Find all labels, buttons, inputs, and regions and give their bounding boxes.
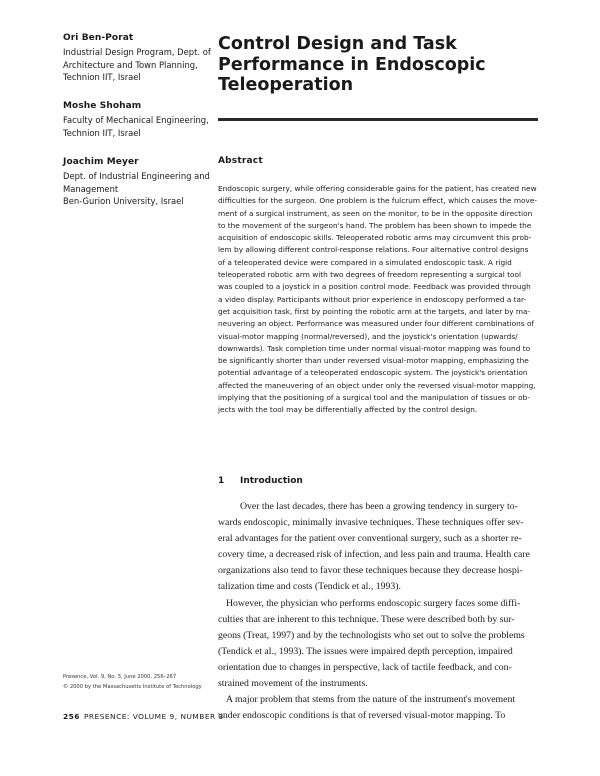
abstract-line: of a teleoperated device were compared in a simulated endoscopic task. A rigid (218, 257, 512, 267)
abstract-line: teleoperated robotic arm with two degrees of freedom representing a surgical tool (218, 270, 521, 280)
author-block-3 (63, 156, 213, 208)
author-name: Moshe Shoham (63, 101, 142, 111)
abstract-line: difficulties for the surgeon. One problem is the fulcrum effect, which causes the move- (218, 196, 538, 206)
title-line: Teleoperation (218, 75, 354, 95)
body-line: organizations also tend to favor these techniques because they decrease hospi- (218, 565, 523, 577)
body-line: strained movement of the instruments. (218, 678, 368, 690)
abstract-line: lem by allowing different control-response relations. Four alternative control designs (218, 245, 529, 255)
abstract-body (218, 183, 538, 417)
abstract-line: ment of a surgical instrument, as seen on the monitor, to be in the opposite direction (218, 208, 533, 218)
body-line: Over the last decades, there has been a growing tendency in surgery to- (240, 501, 518, 512)
paper-title (218, 34, 548, 96)
abstract-line: visual-motor mapping (normal/reversed), and the joystick's orientation (upwards/ (218, 331, 518, 341)
abstract-line: downwards). Task completion time under normal visual-motor mapping was found to (218, 343, 531, 353)
affiliation-line: Ben-Gurion University, Israel (63, 196, 184, 207)
affiliation-line: Architecture and Town Planning, (63, 59, 198, 70)
abstract-line: jects with the tool may be differentially affected by the control design. (218, 405, 478, 415)
body-line: A major problem that stems from the nature of the instrument's movement (226, 694, 516, 706)
section-title: Introduction (240, 476, 303, 486)
abstract-line: implying that the positioning of a surgical tool and the manipulation of tissues or ob- (218, 393, 530, 403)
publication-footnote (63, 672, 213, 692)
affiliation-line: Technion IIT, Israel (63, 72, 141, 83)
author-block-2 (63, 100, 213, 139)
affiliation-line: Industrial Design Program, Dept. of (63, 47, 211, 58)
author-block-1 (63, 32, 213, 84)
abstract-line: affected the maneuvering of an object under only the reversed visual-motor mapping, (218, 380, 536, 390)
abstract-line: be significantly shorter than under reversed visual-motor mapping, emphasizing the (218, 356, 529, 366)
body-line: culties that are inherent to this technique. These were described both by sur- (218, 613, 515, 625)
body-line: orientation due to changes in perspective, lack of tactile feedback, and con- (218, 661, 512, 673)
abstract-line: neuvering an object. Performance was measured under four different combinations of (218, 319, 535, 329)
page-footer (63, 712, 224, 721)
journal-running-head: PRESENCE: VOLUME 9, NUMBER 3 (83, 712, 224, 721)
affiliation-line: Management (63, 183, 119, 194)
body-line: wards endoscopic, minimally invasive techniques. These techniques offer sev- (218, 517, 524, 529)
body-line: covery time, a decreased risk of infection, and less pain and trauma. Health care (218, 549, 530, 561)
affiliation-line: Dept. of Industrial Engineering and (63, 171, 210, 182)
author-name: Ori Ben-Porat (63, 33, 134, 43)
author-name: Joachim Meyer (63, 157, 139, 167)
footnote-copyright: © 2000 by the Massachusetts Institute of Technology (63, 684, 202, 691)
body-line: geons (Treat, 1997) and by the technologists who set out to solve the problems (218, 629, 525, 641)
abstract-line: was coupled to a joystick in a position control mode. Feedback was provided through (218, 282, 531, 292)
affiliation-line: Faculty of Mechanical Engineering, (63, 115, 209, 126)
body-line: eral advantages for the patient over conventional surgery, such as a shorter re- (218, 533, 522, 545)
section-heading-introduction (218, 476, 303, 486)
abstract-line: a video display. Participants without prior experience in endoscopy performed a tar- (218, 294, 527, 304)
abstract-heading: Abstract (218, 156, 263, 166)
body-line: (Tendick et al., 1993). The issues were impaired depth perception, impaired (218, 645, 513, 657)
abstract-line: Endoscopic surgery, while offering considerable gains for the patient, has created new (218, 184, 537, 193)
abstract-line: potential advantage of a teleoperated endoscopic system. The joystick's orientation (218, 368, 528, 378)
title-line: Control Design and Task (218, 34, 457, 54)
abstract-line: to the movement of the surgeon's hand. The problem has been shown to impede the (218, 220, 532, 230)
affiliation-line: Technion IIT, Israel (63, 127, 141, 138)
footnote-citation: Presence, Vol. 9, No. 3, June 2000, 256–267 (63, 674, 177, 680)
body-line: talization time and costs (Tendick et al., 1993). (218, 581, 401, 593)
abstract-line: acquisition of endoscopic skills. Teleoperated robotic arms may circumvent this prob- (218, 233, 532, 243)
introduction-body (218, 499, 538, 724)
title-line: Performance in Endoscopic (218, 54, 486, 75)
page-number: 256 (63, 712, 80, 721)
title-rule (218, 118, 538, 121)
body-line: under endoscopic conditions is that of reversed visual-motor mapping. To (218, 710, 506, 722)
abstract-line: get acquisition task, first by pointing the robotic arm at the targets, and later by ma- (218, 306, 531, 316)
section-number: 1 (218, 476, 225, 486)
body-line: However, the physician who performs endoscopic surgery faces some diffi- (226, 597, 521, 609)
